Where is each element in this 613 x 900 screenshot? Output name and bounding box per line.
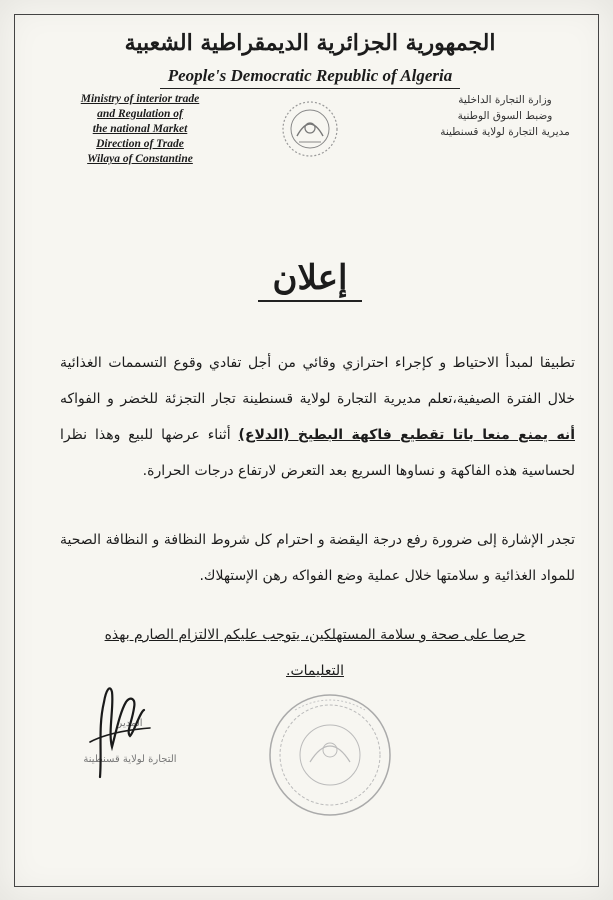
state-emblem-icon [275, 98, 345, 160]
ministry-line-ar: وضبط السوق الوطنية [457, 110, 553, 122]
header-underline [160, 88, 460, 89]
republic-title-arabic: الجمهورية الجزائرية الديمقراطية الشعبية [124, 30, 496, 56]
paragraph-2: تجدر الإشارة إلى ضرورة رفع درجة اليقضة و احترام كل شروط النظافة و النظافة الصحية للمواد الغذائية و سلامتها خلال عملية وضع الفواكه رهن الإستهلاك. [60, 532, 575, 584]
ministry-line-ar: مديرية التجارة لولاية قسنطينة [440, 126, 570, 138]
ministry-line: and Regulation of [97, 108, 183, 120]
ministry-line: the national Market [92, 123, 188, 135]
paragraph-1-emphasis: أنه يمنع منعا باتا تقطيع فاكهة البطيخ (الدلاع) [238, 427, 575, 443]
paragraph-3: حرصا على صحة و سلامة المستهلكين، يتوجب عليكم الالتزام الصارم بهذه التعليمات. [104, 627, 526, 679]
ministry-block-english [40, 92, 240, 167]
ministry-block-arabic [430, 92, 580, 140]
ministry-line: Direction of Trade [96, 138, 184, 150]
official-stamp-icon [265, 690, 395, 820]
republic-title-english: People's Democratic Republic of Algeria [167, 66, 453, 85]
signature-caption-line: المدير [117, 718, 143, 729]
paragraph-1-intro: تطبيقا لمبدأ الاحتياط و كإجراء احترازي وقائي من أجل تفادي وقوع التسممات الغذائية خلال الفترة الصيفية،تعلم مديرية التجارة لولاية قسنطينة تجار التجزئة للخضر و الفواكه [60, 355, 575, 407]
ministry-line-ar: وزارة التجارة الداخلية [458, 94, 552, 106]
title-underline [258, 300, 362, 302]
signature-caption-line: التجارة لولاية قسنطينة [83, 754, 177, 765]
ministry-line: Ministry of interior trade [80, 93, 200, 105]
paragraph-1-outro: أثناء عرضها للبيع وهذا نظرا لحساسية هذه الفاكهة و نساوها السريع بعد التعرض لارتفاع درجات الحرارة. [60, 427, 575, 479]
ministry-line: Wilaya of Constantine [87, 153, 193, 165]
paragraph-1 [60, 345, 575, 489]
document-title: إعلان [272, 258, 348, 298]
handwritten-signature-icon [70, 672, 160, 782]
